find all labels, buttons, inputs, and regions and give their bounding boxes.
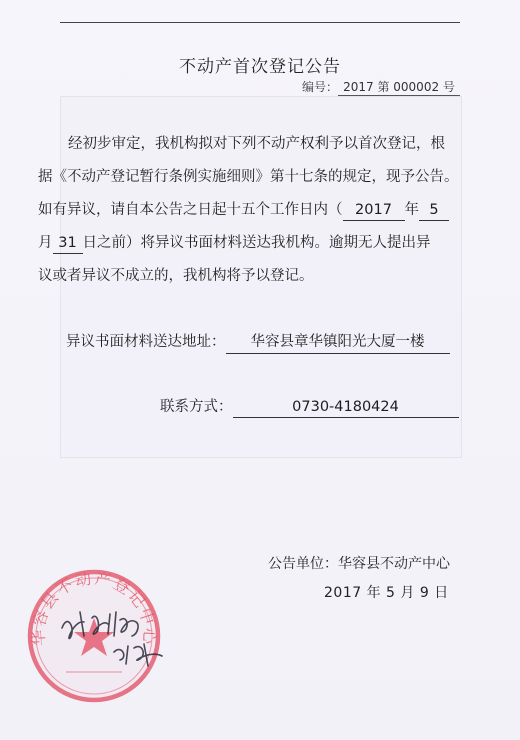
body-line-5: 议或者异议不成立的，我机构将予以登记。 [38, 268, 314, 284]
notice-date: 2017 年 5 月 9 日 [324, 585, 449, 601]
handwritten-signature [58, 600, 178, 670]
address-label: 异议书面材料送达地址： [66, 334, 226, 350]
deadline-month: 5 [419, 200, 449, 221]
body-line-2: 据《不动产登记暂行条例实施细则》第十七条的规定，现予公告。 [38, 169, 459, 185]
notice-body [38, 128, 474, 293]
body-line-1: 经初步审定，我机构拟对下列不动产权利予以首次登记，根 [68, 136, 445, 152]
serial-value: 2017 第 000002 号 [338, 78, 460, 96]
top-rule [60, 22, 460, 23]
address-row [66, 330, 450, 354]
seal-text: 华容县不动产登记中心 [28, 568, 160, 647]
month-unit: 月 [38, 235, 53, 251]
deadline-year: 2017 [343, 200, 405, 221]
contact-row [160, 395, 459, 418]
serial-label: 编号： [302, 80, 339, 94]
page-title: 不动产首次登记公告 [179, 57, 341, 77]
body-line-4-text: 日之前）将异议书面材料送达我机构。逾期无人提出异 [82, 235, 431, 251]
notice-unit: 公告单位：华容县不动产中心 [268, 556, 450, 572]
body-line-3-text: 如有异议，请自本公告之日起十五个工作日内（ [38, 202, 343, 218]
contact-value: 0730-4180424 [233, 399, 459, 418]
serial-number [302, 78, 460, 96]
deadline-day: 31 [53, 233, 83, 254]
contact-label: 联系方式： [160, 399, 233, 415]
body-line-4 [38, 227, 474, 260]
body-line-3 [38, 194, 474, 227]
address-value: 华容县章华镇阳光大厦一楼 [226, 330, 450, 354]
year-unit: 年 [404, 202, 419, 218]
